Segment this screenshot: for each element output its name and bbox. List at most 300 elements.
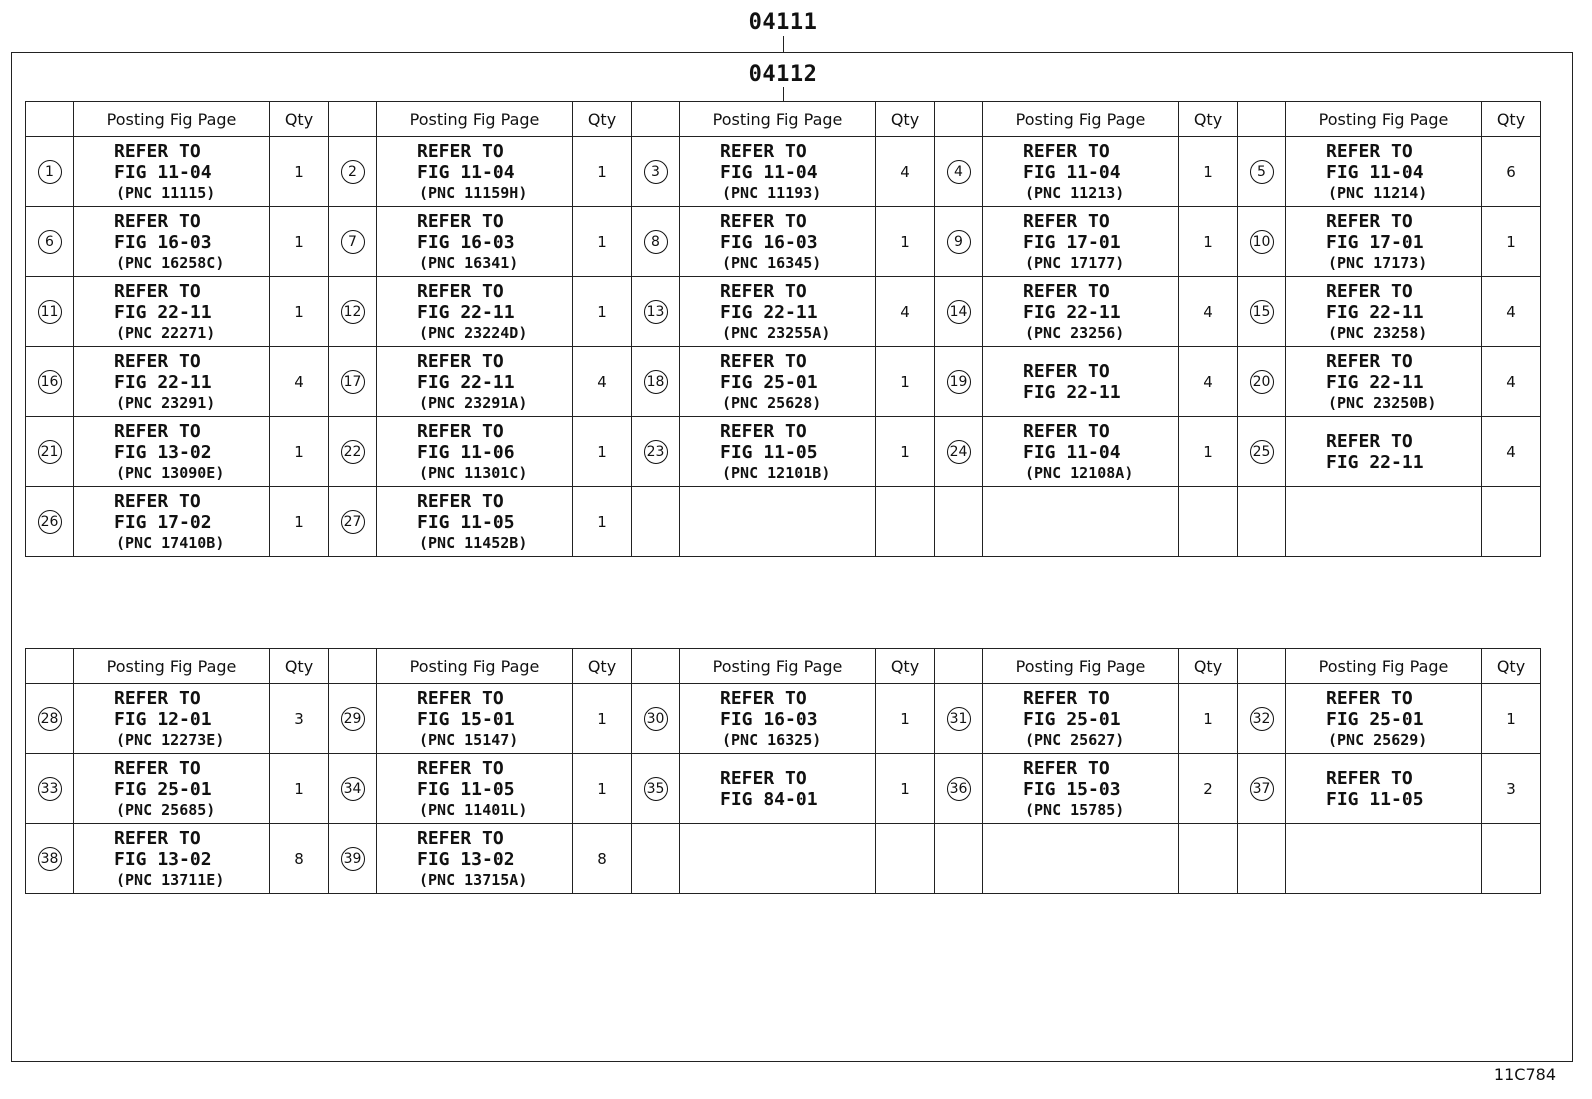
fig-reference: FIG 16-03 xyxy=(417,231,515,253)
header-posting: Posting Fig Page xyxy=(74,649,270,684)
qty-cell: 4 xyxy=(1179,347,1238,417)
item-number-badge: 10 xyxy=(1250,230,1274,254)
header-posting: Posting Fig Page xyxy=(1286,649,1482,684)
item-number-cell xyxy=(26,684,74,754)
pnc-reference: (PNC 23250B) xyxy=(1328,393,1437,412)
item-number-badge: 7 xyxy=(341,230,365,254)
item-number-cell xyxy=(26,824,74,894)
reference-cell xyxy=(74,684,270,754)
table-header-row xyxy=(26,649,1541,684)
fig-reference: FIG 15-01 xyxy=(417,708,515,730)
item-number-cell xyxy=(935,754,983,824)
refer-label: REFER TO xyxy=(1023,210,1110,232)
refer-label: REFER TO xyxy=(1326,280,1413,302)
refer-label: REFER TO xyxy=(1326,350,1413,372)
item-number-badge: 13 xyxy=(644,300,668,324)
refer-label: REFER TO xyxy=(114,140,201,162)
table-row xyxy=(26,347,1541,417)
qty-cell: 4 xyxy=(1482,277,1541,347)
fig-reference: FIG 25-01 xyxy=(114,778,212,800)
reference-cell xyxy=(680,207,876,277)
fig-reference: FIG 16-03 xyxy=(720,708,818,730)
header-qty: Qty xyxy=(876,649,935,684)
item-number-badge: 36 xyxy=(947,777,971,801)
qty-cell: 4 xyxy=(876,277,935,347)
pnc-reference: (PNC 15785) xyxy=(1025,800,1125,819)
qty-cell: 3 xyxy=(270,684,329,754)
reference-cell xyxy=(1286,347,1482,417)
reference-cell xyxy=(983,417,1179,487)
assembly-code-top: 04111 xyxy=(748,10,818,35)
item-number-badge: 11 xyxy=(38,300,62,324)
fig-reference: FIG 25-01 xyxy=(1023,708,1121,730)
item-number-badge: 37 xyxy=(1250,777,1274,801)
qty-cell xyxy=(876,487,935,557)
item-number-badge: 30 xyxy=(644,707,668,731)
qty-cell: 1 xyxy=(1179,137,1238,207)
item-number-cell xyxy=(26,347,74,417)
refer-label: REFER TO xyxy=(1326,140,1413,162)
item-number-cell xyxy=(1238,824,1286,894)
item-number-cell xyxy=(935,137,983,207)
item-number-badge: 9 xyxy=(947,230,971,254)
header-blank xyxy=(329,649,377,684)
item-number-badge: 35 xyxy=(644,777,668,801)
qty-cell: 1 xyxy=(573,417,632,487)
item-number-cell xyxy=(935,487,983,557)
pnc-reference: (PNC 11193) xyxy=(722,183,822,202)
fig-reference: FIG 22-11 xyxy=(417,371,515,393)
pnc-reference: (PNC 16325) xyxy=(722,730,822,749)
pnc-reference: (PNC 11301C) xyxy=(419,463,528,482)
pnc-reference: (PNC 11115) xyxy=(116,183,216,202)
qty-cell: 1 xyxy=(573,684,632,754)
leader-line-top xyxy=(783,36,784,52)
item-number-badge: 38 xyxy=(38,847,62,871)
fig-reference: FIG 22-11 xyxy=(1023,301,1121,323)
reference-cell xyxy=(377,824,573,894)
pnc-reference: (PNC 13090E) xyxy=(116,463,225,482)
reference-cell xyxy=(680,417,876,487)
pnc-reference: (PNC 23224D) xyxy=(419,323,528,342)
pnc-reference: (PNC 25685) xyxy=(116,800,216,819)
refer-label: REFER TO xyxy=(720,280,807,302)
fig-reference: FIG 22-11 xyxy=(720,301,818,323)
refer-label: REFER TO xyxy=(417,210,504,232)
table-row xyxy=(26,824,1541,894)
fig-reference: FIG 15-03 xyxy=(1023,778,1121,800)
refer-label: REFER TO xyxy=(114,490,201,512)
reference-cell xyxy=(983,277,1179,347)
header-qty: Qty xyxy=(573,649,632,684)
reference-cell xyxy=(680,824,876,894)
item-number-cell xyxy=(329,347,377,417)
item-number-cell xyxy=(329,137,377,207)
refer-label: REFER TO xyxy=(417,687,504,709)
item-number-cell xyxy=(1238,137,1286,207)
refer-label: REFER TO xyxy=(1326,210,1413,232)
fig-reference: FIG 11-06 xyxy=(417,441,515,463)
item-number-cell xyxy=(329,487,377,557)
item-number-badge: 6 xyxy=(38,230,62,254)
reference-cell xyxy=(377,347,573,417)
item-number-cell xyxy=(632,487,680,557)
pnc-reference: (PNC 11159H) xyxy=(419,183,528,202)
item-number-badge: 26 xyxy=(38,510,62,534)
reference-cell xyxy=(680,487,876,557)
pnc-reference: (PNC 17173) xyxy=(1328,253,1428,272)
item-number-cell xyxy=(632,754,680,824)
pnc-reference: (PNC 23258) xyxy=(1328,323,1428,342)
refer-label: REFER TO xyxy=(114,280,201,302)
qty-cell: 1 xyxy=(876,684,935,754)
assembly-code-sub: 04112 xyxy=(748,62,818,87)
table-row xyxy=(26,137,1541,207)
illustration-code: 11C784 xyxy=(1493,1065,1556,1084)
qty-cell: 4 xyxy=(270,347,329,417)
refer-label: REFER TO xyxy=(720,210,807,232)
item-number-cell xyxy=(329,207,377,277)
refer-label: REFER TO xyxy=(1326,687,1413,709)
item-number-badge: 27 xyxy=(341,510,365,534)
item-number-badge: 8 xyxy=(644,230,668,254)
pnc-reference: (PNC 23256) xyxy=(1025,323,1125,342)
pnc-reference: (PNC 12108A) xyxy=(1025,463,1134,482)
item-number-badge: 33 xyxy=(38,777,62,801)
pnc-reference: (PNC 11452B) xyxy=(419,533,528,552)
fig-reference: FIG 13-02 xyxy=(114,848,212,870)
fig-reference: FIG 22-11 xyxy=(1326,371,1424,393)
header-blank xyxy=(1238,649,1286,684)
pnc-reference: (PNC 22271) xyxy=(116,323,216,342)
reference-cell xyxy=(680,137,876,207)
refer-label: REFER TO xyxy=(720,767,807,789)
item-number-badge: 39 xyxy=(341,847,365,871)
item-number-badge: 34 xyxy=(341,777,365,801)
reference-cell xyxy=(1286,207,1482,277)
qty-cell: 3 xyxy=(1482,754,1541,824)
fig-reference: FIG 11-04 xyxy=(114,161,212,183)
qty-cell: 1 xyxy=(1179,684,1238,754)
qty-cell: 1 xyxy=(270,487,329,557)
qty-cell: 4 xyxy=(876,137,935,207)
header-posting: Posting Fig Page xyxy=(983,102,1179,137)
reference-table-1 xyxy=(25,101,1541,557)
pnc-reference: (PNC 12101B) xyxy=(722,463,831,482)
refer-label: REFER TO xyxy=(114,687,201,709)
header-posting: Posting Fig Page xyxy=(983,649,1179,684)
qty-cell: 1 xyxy=(1179,417,1238,487)
table-row xyxy=(26,487,1541,557)
refer-label: REFER TO xyxy=(720,140,807,162)
refer-label: REFER TO xyxy=(1023,140,1110,162)
item-number-badge: 24 xyxy=(947,440,971,464)
item-number-cell xyxy=(632,137,680,207)
pnc-reference: (PNC 25627) xyxy=(1025,730,1125,749)
header-blank xyxy=(935,649,983,684)
fig-reference: FIG 25-01 xyxy=(1326,708,1424,730)
refer-label: REFER TO xyxy=(1326,767,1413,789)
item-number-cell xyxy=(329,824,377,894)
fig-reference: FIG 11-04 xyxy=(1023,161,1121,183)
item-number-cell xyxy=(1238,207,1286,277)
refer-label: REFER TO xyxy=(1023,420,1110,442)
refer-label: REFER TO xyxy=(1023,687,1110,709)
pnc-reference: (PNC 11213) xyxy=(1025,183,1125,202)
item-number-cell xyxy=(26,417,74,487)
reference-cell xyxy=(74,487,270,557)
qty-cell xyxy=(1179,824,1238,894)
pnc-reference: (PNC 16341) xyxy=(419,253,519,272)
table-row xyxy=(26,417,1541,487)
item-number-cell xyxy=(632,207,680,277)
qty-cell: 1 xyxy=(1179,207,1238,277)
reference-cell xyxy=(1286,137,1482,207)
refer-label: REFER TO xyxy=(114,757,201,779)
item-number-badge: 5 xyxy=(1250,160,1274,184)
item-number-badge: 29 xyxy=(341,707,365,731)
pnc-reference: (PNC 23291) xyxy=(116,393,216,412)
pnc-reference: (PNC 15147) xyxy=(419,730,519,749)
qty-cell: 1 xyxy=(573,754,632,824)
pnc-reference: (PNC 16258C) xyxy=(116,253,225,272)
fig-reference: FIG 11-05 xyxy=(720,441,818,463)
refer-label: REFER TO xyxy=(1326,430,1413,452)
reference-cell xyxy=(983,487,1179,557)
reference-cell xyxy=(680,684,876,754)
reference-cell xyxy=(74,754,270,824)
qty-cell: 4 xyxy=(1179,277,1238,347)
qty-cell: 1 xyxy=(573,487,632,557)
reference-cell xyxy=(377,207,573,277)
pnc-reference: (PNC 12273E) xyxy=(116,730,225,749)
item-number-cell xyxy=(329,754,377,824)
item-number-cell xyxy=(26,754,74,824)
leader-line-sub xyxy=(783,87,784,101)
reference-cell xyxy=(680,754,876,824)
item-number-cell xyxy=(935,277,983,347)
refer-label: REFER TO xyxy=(417,757,504,779)
header-posting: Posting Fig Page xyxy=(680,649,876,684)
fig-reference: FIG 17-01 xyxy=(1023,231,1121,253)
item-number-cell xyxy=(26,137,74,207)
qty-cell: 1 xyxy=(1482,684,1541,754)
header-qty: Qty xyxy=(1179,649,1238,684)
fig-reference: FIG 17-02 xyxy=(114,511,212,533)
item-number-badge: 4 xyxy=(947,160,971,184)
qty-cell: 1 xyxy=(573,277,632,347)
item-number-cell xyxy=(1238,347,1286,417)
reference-cell xyxy=(983,207,1179,277)
header-posting: Posting Fig Page xyxy=(74,102,270,137)
refer-label: REFER TO xyxy=(417,827,504,849)
header-blank xyxy=(26,649,74,684)
header-qty: Qty xyxy=(573,102,632,137)
refer-label: REFER TO xyxy=(417,490,504,512)
qty-cell: 4 xyxy=(573,347,632,417)
refer-label: REFER TO xyxy=(720,350,807,372)
reference-cell xyxy=(377,754,573,824)
reference-cell xyxy=(74,207,270,277)
reference-cell xyxy=(377,137,573,207)
item-number-cell xyxy=(1238,417,1286,487)
item-number-badge: 21 xyxy=(38,440,62,464)
qty-cell: 8 xyxy=(573,824,632,894)
qty-cell xyxy=(1482,824,1541,894)
reference-cell xyxy=(377,417,573,487)
qty-cell: 1 xyxy=(876,207,935,277)
fig-reference: FIG 11-04 xyxy=(1023,441,1121,463)
reference-cell xyxy=(377,487,573,557)
fig-reference: FIG 22-11 xyxy=(1326,301,1424,323)
item-number-cell xyxy=(935,417,983,487)
item-number-cell xyxy=(632,684,680,754)
item-number-cell xyxy=(632,824,680,894)
table-row xyxy=(26,754,1541,824)
reference-cell xyxy=(983,754,1179,824)
fig-reference: FIG 22-11 xyxy=(417,301,515,323)
fig-reference: FIG 11-04 xyxy=(720,161,818,183)
table-header-row xyxy=(26,102,1541,137)
item-number-cell xyxy=(1238,684,1286,754)
qty-cell: 1 xyxy=(573,207,632,277)
item-number-cell xyxy=(935,207,983,277)
pnc-reference: (PNC 25628) xyxy=(722,393,822,412)
pnc-reference: (PNC 23291A) xyxy=(419,393,528,412)
pnc-reference: (PNC 25629) xyxy=(1328,730,1428,749)
qty-cell: 1 xyxy=(573,137,632,207)
reference-cell xyxy=(1286,277,1482,347)
reference-cell xyxy=(1286,754,1482,824)
refer-label: REFER TO xyxy=(114,350,201,372)
item-number-cell xyxy=(935,684,983,754)
item-number-cell xyxy=(26,487,74,557)
item-number-cell xyxy=(1238,487,1286,557)
fig-reference: FIG 22-11 xyxy=(114,301,212,323)
item-number-badge: 19 xyxy=(947,370,971,394)
reference-cell xyxy=(680,277,876,347)
qty-cell: 1 xyxy=(270,417,329,487)
reference-cell xyxy=(1286,684,1482,754)
item-number-cell xyxy=(329,684,377,754)
qty-cell: 1 xyxy=(270,207,329,277)
reference-cell xyxy=(74,137,270,207)
fig-reference: FIG 17-01 xyxy=(1326,231,1424,253)
refer-label: REFER TO xyxy=(417,140,504,162)
item-number-badge: 31 xyxy=(947,707,971,731)
fig-reference: FIG 84-01 xyxy=(720,788,818,810)
refer-label: REFER TO xyxy=(1023,280,1110,302)
header-qty: Qty xyxy=(270,102,329,137)
item-number-cell xyxy=(329,277,377,347)
header-posting: Posting Fig Page xyxy=(680,102,876,137)
refer-label: REFER TO xyxy=(114,210,201,232)
fig-reference: FIG 16-03 xyxy=(114,231,212,253)
reference-cell xyxy=(680,347,876,417)
fig-reference: FIG 11-04 xyxy=(417,161,515,183)
refer-label: REFER TO xyxy=(417,280,504,302)
pnc-reference: (PNC 13715A) xyxy=(419,870,528,889)
qty-cell: 6 xyxy=(1482,137,1541,207)
header-posting: Posting Fig Page xyxy=(1286,102,1482,137)
item-number-badge: 25 xyxy=(1250,440,1274,464)
item-number-cell xyxy=(26,207,74,277)
qty-cell: 8 xyxy=(270,824,329,894)
pnc-reference: (PNC 16345) xyxy=(722,253,822,272)
pnc-reference: (PNC 11214) xyxy=(1328,183,1428,202)
qty-cell: 1 xyxy=(876,347,935,417)
refer-label: REFER TO xyxy=(114,827,201,849)
item-number-badge: 28 xyxy=(38,707,62,731)
header-blank xyxy=(329,102,377,137)
pnc-reference: (PNC 13711E) xyxy=(116,870,225,889)
pnc-reference: (PNC 11401L) xyxy=(419,800,528,819)
item-number-cell xyxy=(935,347,983,417)
fig-reference: FIG 11-04 xyxy=(1326,161,1424,183)
qty-cell xyxy=(1482,487,1541,557)
qty-cell xyxy=(876,824,935,894)
reference-cell xyxy=(377,684,573,754)
item-number-badge: 17 xyxy=(341,370,365,394)
item-number-badge: 16 xyxy=(38,370,62,394)
item-number-badge: 18 xyxy=(644,370,668,394)
fig-reference: FIG 13-02 xyxy=(417,848,515,870)
item-number-badge: 32 xyxy=(1250,707,1274,731)
header-blank xyxy=(632,649,680,684)
reference-cell xyxy=(1286,417,1482,487)
qty-cell: 1 xyxy=(876,417,935,487)
qty-cell: 1 xyxy=(270,277,329,347)
header-qty: Qty xyxy=(1482,102,1541,137)
fig-reference: FIG 22-11 xyxy=(1023,381,1121,403)
item-number-badge: 20 xyxy=(1250,370,1274,394)
item-number-cell xyxy=(632,417,680,487)
reference-table-2 xyxy=(25,648,1541,894)
item-number-badge: 1 xyxy=(38,160,62,184)
fig-reference: FIG 22-11 xyxy=(114,371,212,393)
refer-label: REFER TO xyxy=(114,420,201,442)
header-posting: Posting Fig Page xyxy=(377,649,573,684)
fig-reference: FIG 12-01 xyxy=(114,708,212,730)
reference-cell xyxy=(1286,824,1482,894)
fig-reference: FIG 22-11 xyxy=(1326,451,1424,473)
item-number-cell xyxy=(632,277,680,347)
qty-cell: 1 xyxy=(1482,207,1541,277)
fig-reference: FIG 16-03 xyxy=(720,231,818,253)
header-blank xyxy=(632,102,680,137)
fig-reference: FIG 25-01 xyxy=(720,371,818,393)
refer-label: REFER TO xyxy=(720,687,807,709)
table-row xyxy=(26,207,1541,277)
qty-cell: 1 xyxy=(876,754,935,824)
reference-cell xyxy=(74,417,270,487)
qty-cell: 1 xyxy=(270,754,329,824)
refer-label: REFER TO xyxy=(417,420,504,442)
fig-reference: FIG 11-05 xyxy=(417,778,515,800)
fig-reference: FIG 13-02 xyxy=(114,441,212,463)
item-number-cell xyxy=(1238,754,1286,824)
reference-cell xyxy=(74,824,270,894)
header-qty: Qty xyxy=(1179,102,1238,137)
item-number-cell xyxy=(935,824,983,894)
qty-cell: 2 xyxy=(1179,754,1238,824)
pnc-reference: (PNC 23255A) xyxy=(722,323,831,342)
qty-cell: 4 xyxy=(1482,347,1541,417)
item-number-cell xyxy=(26,277,74,347)
item-number-badge: 3 xyxy=(644,160,668,184)
reference-cell xyxy=(1286,487,1482,557)
reference-cell xyxy=(983,824,1179,894)
